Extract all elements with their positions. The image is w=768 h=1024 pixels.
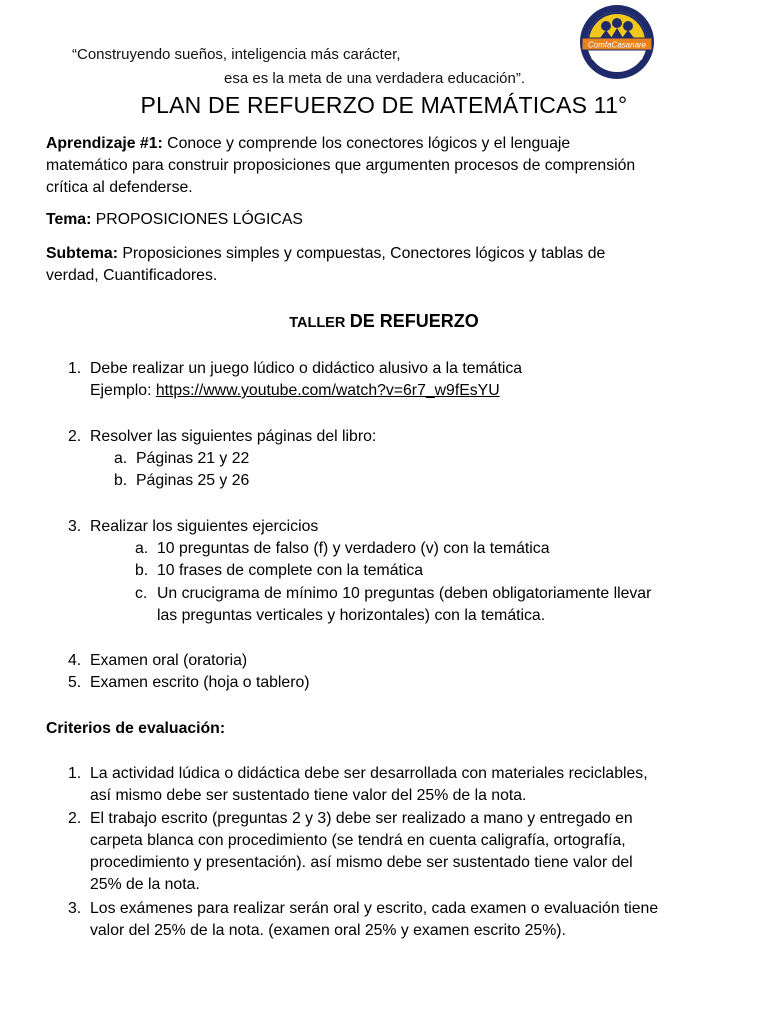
criterio-2-text-2: carpeta blanca con procedimiento (se tendrá en cuenta caligrafía, ortografía, — [90, 832, 626, 849]
criterio-2-number: 2. — [68, 810, 82, 827]
aprendizaje-text-3: crítica al defenderse. — [46, 179, 193, 196]
tema-paragraph — [46, 209, 726, 231]
task-2a-mark: a. — [114, 450, 128, 467]
task-3c-mark: c. — [135, 585, 148, 602]
tema-label: Tema: — [46, 211, 92, 228]
school-logo — [578, 2, 656, 82]
aprendizaje-text-1: Conoce y comprende los conectores lógicos y el lenguaje — [162, 135, 571, 152]
task-5-text: Examen escrito (hoja o tablero) — [90, 674, 310, 691]
criterio-2 — [68, 808, 748, 896]
logo-banner-text: ComfaCasanare — [587, 40, 647, 50]
tema-text: PROPOSICIONES LÓGICAS — [91, 211, 303, 228]
task-1 — [68, 358, 522, 380]
example-youtube-link[interactable]: https://www.youtube.com/watch?v=6r7_w9fEsYU — [155, 382, 500, 399]
task-2b — [114, 470, 249, 492]
task-3c-text-2: las preguntas verticales y horizontales) con la temática. — [157, 607, 546, 624]
task-3b-text: 10 frases de complete con la temática — [157, 562, 424, 579]
task-2a — [114, 448, 249, 470]
criterio-3 — [68, 898, 758, 942]
task-4-text: Examen oral (oratoria) — [90, 652, 248, 669]
task-3a — [135, 538, 550, 560]
criterio-2-text-4: 25% de la nota. — [90, 876, 200, 893]
criterios-heading: Criterios de evaluación: — [46, 720, 226, 737]
task-3-text: Realizar los siguientes ejercicios — [90, 518, 319, 535]
task-3 — [68, 516, 318, 538]
subtema-text-2: verdad, Cuantificadores. — [46, 267, 218, 284]
criterio-3-text-2: valor del 25% de la nota. (examen oral 25% y examen escrito 25%). — [90, 922, 566, 939]
aprendizaje-label: Aprendizaje #1: — [46, 135, 163, 152]
subtema-text-1: Proposiciones simples y compuestas, Conectores lógicos y tablas de — [117, 245, 606, 262]
motto-line-2: esa es la meta de una verdadera educación”. — [224, 70, 526, 87]
page-title: PLAN DE REFUERZO DE MATEMÁTICAS 11° — [140, 92, 628, 118]
task-3c-cont — [157, 605, 545, 627]
criterio-3-number: 3. — [68, 900, 82, 917]
task-2a-text: Páginas 21 y 22 — [136, 450, 250, 467]
task-4 — [68, 650, 247, 672]
criterio-2-text-3: procedimiento y presentación). así mismo debe ser sustentado tiene valor del — [90, 854, 633, 871]
example-label: Ejemplo: — [90, 382, 156, 399]
criterio-1-number: 1. — [68, 765, 82, 782]
task-5 — [68, 672, 310, 694]
task-2 — [68, 426, 376, 448]
task-3c — [135, 583, 651, 605]
task-2b-mark: b. — [114, 472, 128, 489]
refuerzo-words: DE REFUERZO — [349, 311, 479, 331]
taller-word: TALLER — [289, 315, 346, 331]
task-3b-mark: b. — [135, 562, 149, 579]
criterio-1-text-1: La actividad lúdica o didáctica debe ser desarrollada con materiales reciclables, — [90, 765, 648, 782]
task-5-number: 5. — [68, 674, 82, 691]
task-4-number: 4. — [68, 652, 82, 669]
logo-ring-letters: GIMNASIO — [591, 55, 643, 62]
criterio-1-text-2: así mismo debe ser sustentado tiene valor del 25% de la nota. — [90, 787, 527, 804]
taller-heading — [0, 311, 768, 332]
aprendizaje-text-2: matemático para construir proposiciones que argumenten procesos de comprensión — [46, 157, 636, 174]
criterio-2-text-1: El trabajo escrito (preguntas 2 y 3) debe ser realizado a mano y entregado en — [90, 810, 633, 827]
subtema-paragraph — [46, 243, 726, 287]
task-2-number: 2. — [68, 428, 82, 445]
task-1-example — [90, 380, 500, 402]
task-1-number: 1. — [68, 360, 82, 377]
aprendizaje-paragraph — [46, 133, 726, 199]
motto-line-1: “Construyendo sueños, inteligencia más carácter, — [72, 46, 401, 63]
task-3c-text-1: Un crucigrama de mínimo 10 preguntas (deben obligatoriamente llevar — [157, 585, 652, 602]
criterio-3-text-1: Los exámenes para realizar serán oral y escrito, cada examen o evaluación tiene — [90, 900, 659, 917]
task-1-text: Debe realizar un juego lúdico o didáctico alusivo a la temática — [90, 360, 523, 377]
task-3a-text: 10 preguntas de falso (f) y verdadero (v) con la temática — [157, 540, 550, 557]
task-2-text: Resolver las siguientes páginas del libro: — [90, 428, 377, 445]
task-3-number: 3. — [68, 518, 82, 535]
criterio-1 — [68, 763, 748, 807]
task-3a-mark: a. — [135, 540, 149, 557]
subtema-label: Subtema: — [46, 245, 118, 262]
task-2b-text: Páginas 25 y 26 — [136, 472, 250, 489]
task-3b — [135, 560, 423, 582]
